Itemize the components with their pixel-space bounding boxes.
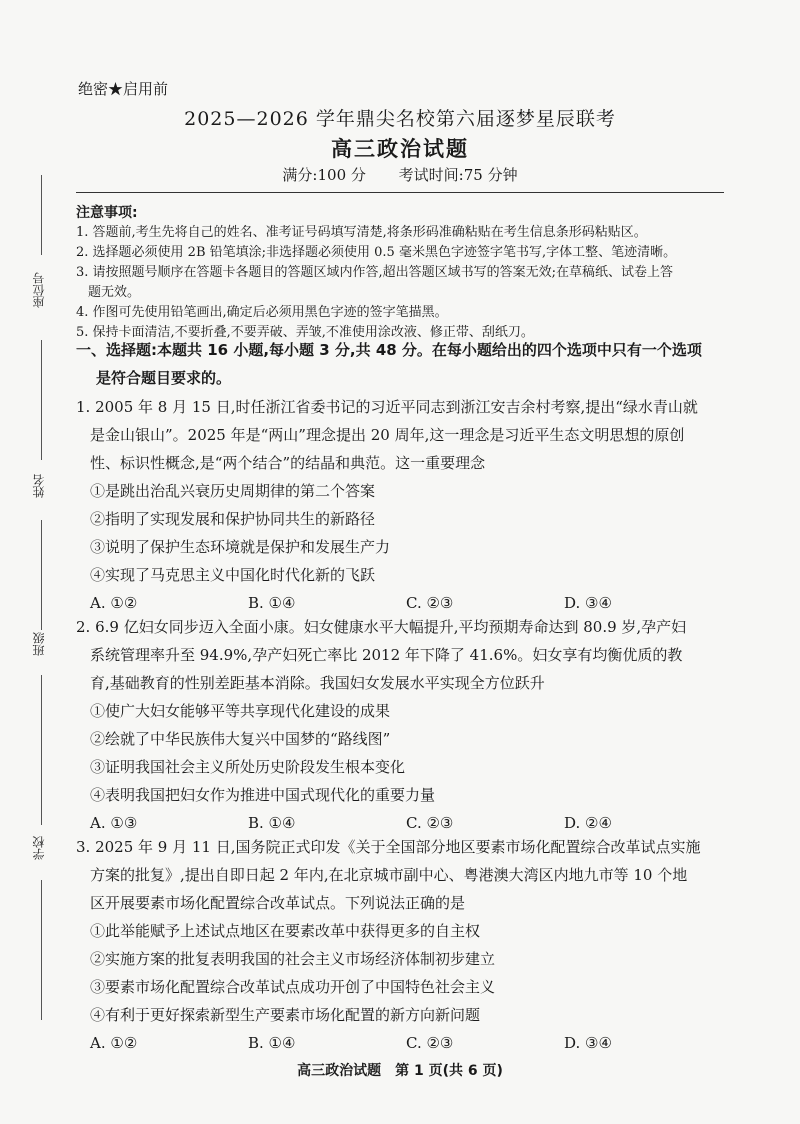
notice-item: 4. 作图可先使用铅笔画出,确定后必须用黑色字迹的签字笔描黑。 bbox=[76, 305, 448, 320]
full-score: 满分:100 分 bbox=[282, 166, 366, 184]
statement-option: ④表明我国把妇女作为推进中国式现代化的重要力量 bbox=[90, 786, 436, 804]
choice-c: C. ②③ bbox=[406, 814, 454, 832]
statement-option: ④实现了马克思主义中国化时代化新的飞跃 bbox=[90, 566, 376, 584]
choice-b: B. ①④ bbox=[248, 1034, 296, 1052]
section-line: 一、选择题:本题共 16 小题,每小题 3 分,共 48 分。在每小题给出的四个选项中只有一个选项 bbox=[76, 341, 702, 359]
divider bbox=[41, 340, 42, 460]
question-stem-line: 3. 2025 年 9 月 11 日,国务院正式印发《关于全国部分地区要素市场化配置综合改革试点实施 bbox=[76, 838, 701, 856]
section-heading bbox=[76, 336, 726, 392]
choice-d: D. ③④ bbox=[564, 594, 612, 612]
statement-option: ③证明我国社会主义所处历史阶段发生根本变化 bbox=[90, 758, 406, 776]
answer-choices bbox=[76, 1029, 726, 1057]
notice-item: 题无效。 bbox=[88, 285, 141, 300]
question-stem-line: 育,基础教育的性别差距基本消除。我国妇女发展水平实现全方位跃升 bbox=[90, 674, 545, 692]
subject-title: 高三政治试题 bbox=[331, 136, 469, 161]
name-label: 姓名 bbox=[32, 474, 46, 498]
question-stem-line: 1. 2005 年 8 月 15 日,时任浙江省委书记的习近平同志到浙江安吉余村考察,提出“绿水青山就 bbox=[76, 398, 698, 416]
notice-heading: 注意事项: bbox=[76, 205, 138, 221]
choice-c: C. ②③ bbox=[406, 594, 454, 612]
confidential-mark: 绝密★启用前 bbox=[78, 80, 169, 98]
notice-item: 2. 选择题必须使用 2B 铅笔填涂;非选择题必须使用 0.5 毫米黑色字迹签字笔书写,字体工整、笔迹清晰。 bbox=[76, 245, 677, 260]
notice-block bbox=[76, 203, 736, 343]
notice-item: 1. 答题前,考生先将自己的姓名、准考证号码填写清楚,将条形码准确粘贴在考生信息条形码粘贴区。 bbox=[76, 225, 647, 240]
choice-a: A. ①③ bbox=[90, 814, 138, 832]
divider bbox=[41, 175, 42, 255]
exam-title: 2025—2026 学年鼎尖名校第六届逐梦星辰联考 bbox=[184, 108, 616, 130]
choice-a: A. ①② bbox=[90, 1034, 138, 1052]
statement-option: ②绘就了中华民族伟大复兴中国梦的“路线图” bbox=[90, 730, 391, 748]
statement-option: ①此举能赋予上述试点地区在要素改革中获得更多的自主权 bbox=[90, 922, 481, 940]
divider bbox=[41, 880, 42, 1020]
statement-option: ③说明了保护生态环境就是保护和发展生产力 bbox=[90, 538, 391, 556]
choice-d: D. ②④ bbox=[564, 814, 612, 832]
choice-b: B. ①④ bbox=[248, 594, 296, 612]
exam-time: 考试时间:75 分钟 bbox=[398, 166, 518, 184]
choice-d: D. ③④ bbox=[564, 1034, 612, 1052]
question-stem-line: 是金山银山”。2025 年是“两山”理念提出 20 周年,这一理念是习近平生态文明思想的原创 bbox=[90, 426, 685, 444]
question-stem-line: 方案的批复》,提出自即日起 2 年内,在北京城市副中心、粤港澳大湾区内地九市等 10 个地 bbox=[90, 866, 688, 884]
statement-option: ②实施方案的批复表明我国的社会主义市场经济体制初步建立 bbox=[90, 950, 496, 968]
statement-option: ①是跳出治乱兴衰历史周期律的第二个答案 bbox=[90, 482, 376, 500]
exam-meta bbox=[0, 164, 800, 185]
question-stem-line: 性、标识性概念,是“两个结合”的结晶和典范。这一重要理念 bbox=[90, 454, 486, 472]
seat-label: 座位号 bbox=[32, 272, 46, 308]
statement-option: ④有利于更好探索新型生产要素市场化配置的新方向新问题 bbox=[90, 1006, 481, 1024]
question-2 bbox=[76, 613, 726, 837]
section-line: 是符合题目要求的。 bbox=[96, 369, 232, 387]
class-label: 班级 bbox=[32, 632, 46, 656]
school-label: 学校 bbox=[32, 836, 46, 860]
header-rule bbox=[76, 192, 724, 193]
question-stem-line: 2. 6.9 亿妇女同步迈入全面小康。妇女健康水平大幅提升,平均预期寿命达到 80.9 岁,孕产妇 bbox=[76, 618, 687, 636]
notice-item: 5. 保持卡面清洁,不要折叠,不要弄破、弄皱,不准使用涂改液、修正带、刮纸刀。 bbox=[76, 325, 534, 340]
divider bbox=[41, 520, 42, 630]
question-stem-line: 区开展要素市场化配置综合改革试点。下列说法正确的是 bbox=[90, 894, 466, 912]
question-stem-line: 系统管理率升至 94.9%,孕产妇死亡率比 2012 年下降了 41.6%。妇女享有均衡优质的教 bbox=[90, 646, 683, 664]
choice-a: A. ①② bbox=[90, 594, 138, 612]
choice-b: B. ①④ bbox=[248, 814, 296, 832]
notice-item: 3. 请按照题号顺序在答题卡各题目的答题区域内作答,超出答题区域书写的答案无效;在草稿纸、试卷上答 bbox=[76, 265, 674, 280]
question-1 bbox=[76, 393, 726, 617]
statement-option: ③要素市场化配置综合改革试点成功开创了中国特色社会主义 bbox=[90, 978, 496, 996]
statement-option: ②指明了实现发展和保护协同共生的新路径 bbox=[90, 510, 376, 528]
question-3 bbox=[76, 833, 726, 1057]
choice-c: C. ②③ bbox=[406, 1034, 454, 1052]
statement-option: ①使广大妇女能够平等共享现代化建设的成果 bbox=[90, 702, 391, 720]
divider bbox=[41, 675, 42, 825]
page-footer: 高三政治试题 第 1 页(共 6 页) bbox=[297, 1063, 503, 1079]
